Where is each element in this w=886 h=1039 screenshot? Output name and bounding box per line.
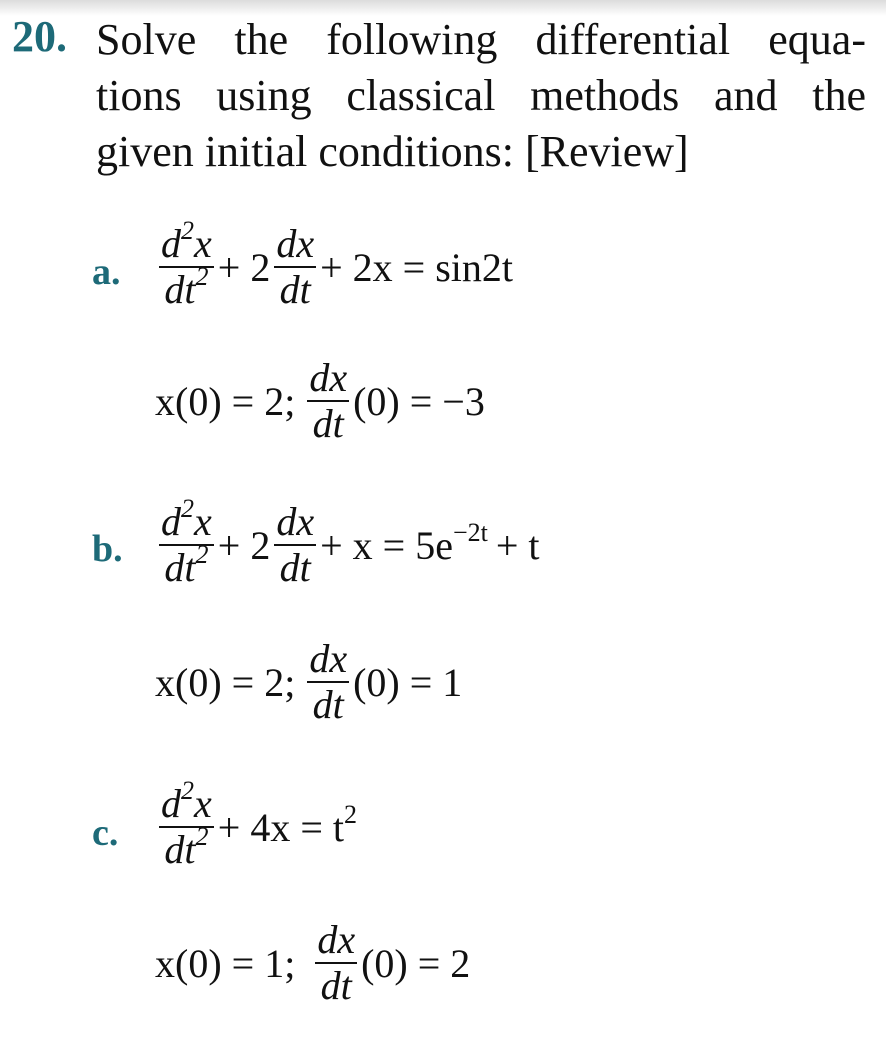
condition-derivative-fraction: $\frac{dx}{dt}$ xyxy=(309,636,348,727)
item-label-b: b. xyxy=(92,528,123,570)
equation-rest: + $4x = t^2$ xyxy=(217,799,357,850)
initial-conditions-a xyxy=(155,356,485,446)
problem-number: 20. xyxy=(12,12,67,61)
problem-text-line-1: Solve the following differential equa- xyxy=(96,15,866,64)
problem-text-line-2: tions using classical methods and the xyxy=(96,71,866,120)
first-derivative-fraction: $\frac{dx}{dt}$ xyxy=(276,499,315,590)
condition-right: (0) = 1 xyxy=(353,659,463,705)
condition-left: x(0) = 2; xyxy=(155,378,296,424)
problem-statement xyxy=(96,12,866,180)
second-derivative-fraction: $\frac{d^2x}{dt^2}$ xyxy=(161,494,212,590)
initial-conditions-c xyxy=(155,918,470,1008)
condition-derivative-fraction: $\frac{dx}{dt}$ xyxy=(309,355,348,446)
condition-left: x(0) = 1; xyxy=(155,940,296,986)
condition-right: (0) = −3 xyxy=(353,378,485,424)
equation-rest: + 2x = sin2t xyxy=(320,244,514,290)
initial-conditions-b xyxy=(155,637,462,727)
operator-term: + 2 xyxy=(217,244,271,290)
first-derivative-fraction: $\frac{dx}{dt}$ xyxy=(276,221,315,312)
item-label-c: c. xyxy=(92,812,119,854)
second-derivative-fraction: $\frac{d^2x}{dt^2}$ xyxy=(161,216,212,312)
problem-text-line-3: given initial conditions: [Review] xyxy=(96,127,689,176)
operator-term: + 2 xyxy=(217,522,271,568)
equation-rest: + $x = 5e^{-2t} + t$ xyxy=(320,517,540,568)
equation-b xyxy=(155,494,540,590)
condition-left: x(0) = 2; xyxy=(155,659,296,705)
condition-right: (0) = 2 xyxy=(361,940,471,986)
second-derivative-fraction: $\frac{d^2x}{dt^2}$ xyxy=(161,776,212,872)
equation-a xyxy=(155,216,514,312)
condition-derivative-fraction: $\frac{dx}{dt}$ xyxy=(317,917,356,1008)
item-label-a: a. xyxy=(92,251,121,293)
equation-c xyxy=(155,776,357,872)
